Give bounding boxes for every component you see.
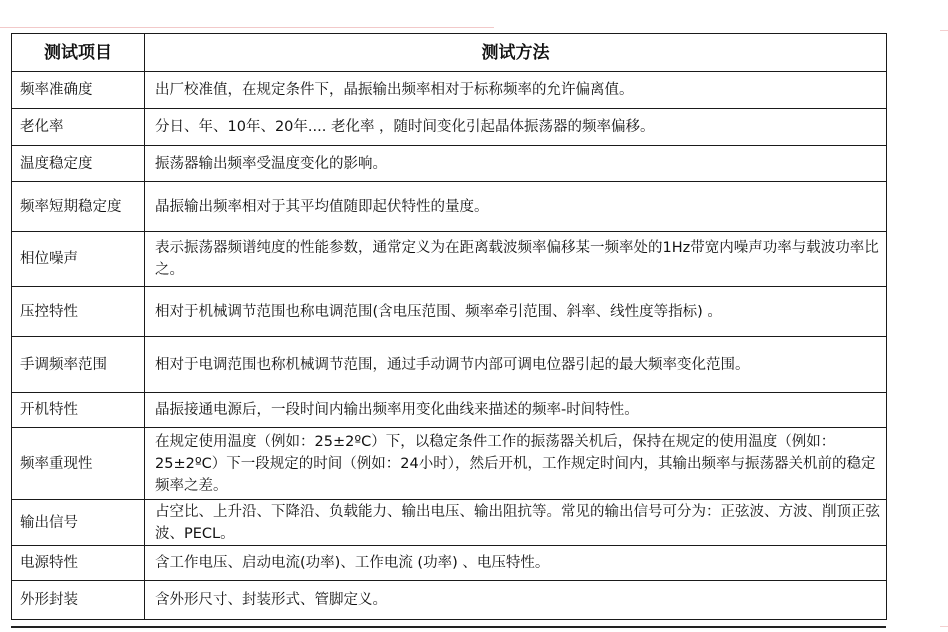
bottom-divider-line <box>11 626 886 628</box>
test-item-cell: 开机特性 <box>12 393 145 428</box>
table-row <box>12 72 887 109</box>
test-item-cell: 外形封装 <box>12 581 145 620</box>
test-item-cell: 手调频率范围 <box>12 337 145 393</box>
test-method-cell: 相对于机械调节范围也称电调范围(含电压范围、频率牵引范围、斜率、线性度等指标) 。 <box>145 287 887 337</box>
table-row <box>12 109 887 146</box>
table-row <box>12 546 887 581</box>
test-method-cell: 分日、年、10年、20年.... 老化率 ，随时间变化引起晶体振荡器的频率偏移。 <box>145 109 887 146</box>
margin-mark <box>940 30 948 31</box>
test-item-cell: 频率短期稳定度 <box>12 182 145 232</box>
top-divider-line <box>0 27 494 28</box>
test-method-cell: 占空比、上升沿、下降沿、负载能力、输出电压、输出阻抗等。常见的输出信号可分为：正弦波、方波、削顶正弦波、PECL。 <box>145 500 887 546</box>
test-method-cell: 含外形尺寸、封装形式、管脚定义。 <box>145 581 887 620</box>
test-item-cell: 老化率 <box>12 109 145 146</box>
table-row <box>12 287 887 337</box>
margin-mark <box>940 626 948 627</box>
test-method-cell: 含工作电压、启动电流(功率)、工作电流 (功率) 、电压特性。 <box>145 546 887 581</box>
table-header-row <box>12 34 887 72</box>
table-row <box>12 500 887 546</box>
header-test-item: 测试项目 <box>12 34 145 72</box>
test-method-cell: 相对于电调范围也称机械调节范围，通过手动调节内部可调电位器引起的最大频率变化范围。 <box>145 337 887 393</box>
table-row <box>12 337 887 393</box>
test-method-cell: 晶振输出频率相对于其平均值随即起伏特性的量度。 <box>145 182 887 232</box>
test-item-cell: 温度稳定度 <box>12 146 145 182</box>
test-method-cell: 出厂校准值，在规定条件下，晶振输出频率相对于标称频率的允许偏离值。 <box>145 72 887 109</box>
test-item-cell: 输出信号 <box>12 500 145 546</box>
table-row <box>12 146 887 182</box>
test-item-cell: 相位噪声 <box>12 232 145 287</box>
test-method-cell: 在规定使用温度（例如：25±2ºC）下，以稳定条件工作的振荡器关机后，保持在规定的使用温度（例如：25±2ºC）下一段规定的时间（例如：24小时），然后开机，工作规定时间内，其输出频率与振荡器关机前的稳定频率之差。 <box>145 428 887 500</box>
test-item-cell: 频率准确度 <box>12 72 145 109</box>
test-item-cell: 频率重现性 <box>12 428 145 500</box>
header-test-method: 测试方法 <box>145 34 887 72</box>
oscillator-test-spec-table <box>11 33 887 620</box>
test-item-cell: 压控特性 <box>12 287 145 337</box>
test-method-cell: 振荡器输出频率受温度变化的影响。 <box>145 146 887 182</box>
table-row <box>12 581 887 620</box>
table-row <box>12 182 887 232</box>
test-method-cell: 晶振接通电源后，一段时间内输出频率用变化曲线来描述的频率-时间特性。 <box>145 393 887 428</box>
table-row <box>12 232 887 287</box>
table-row <box>12 393 887 428</box>
test-item-cell: 电源特性 <box>12 546 145 581</box>
table-row <box>12 428 887 500</box>
test-method-cell: 表示振荡器频谱纯度的性能参数，通常定义为在距离载波频率偏移某一频率处的1Hz带宽内噪声功率与载波功率比之。 <box>145 232 887 287</box>
